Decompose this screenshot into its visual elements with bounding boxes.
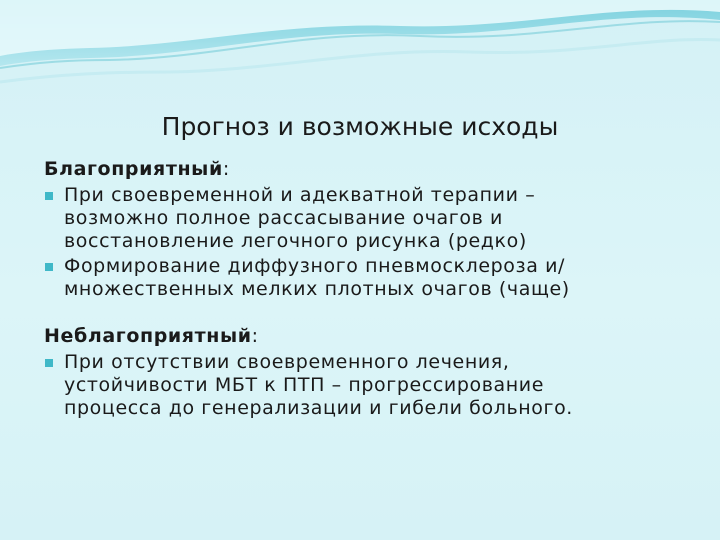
section-heading-favorable <box>44 158 694 182</box>
section-heading-colon: : <box>251 325 259 347</box>
header-wave-decoration <box>0 0 720 110</box>
section-spacer <box>44 301 694 325</box>
bullet-line: множественных мелких плотных очагов (чаще) <box>64 278 570 300</box>
list-item <box>44 184 694 253</box>
bullet-line: Формирование диффузного пневмосклероза и/ <box>64 255 566 277</box>
list-item <box>44 351 694 420</box>
section-heading-unfavorable <box>44 325 694 349</box>
section-heading-colon: : <box>222 158 230 180</box>
section-heading-text: Благоприятный <box>44 158 223 180</box>
bullet-line: процесса до генерализации и гибели больного. <box>64 397 573 419</box>
bullet-line: При своевременной и адекватной терапии – <box>64 184 536 206</box>
section-heading-text: Неблагоприятный <box>44 325 252 347</box>
bullet-line: возможно полное рассасывание очагов и <box>64 207 503 229</box>
bullet-line: восстановление легочного рисунка (редко) <box>64 230 527 252</box>
bullet-line: При отсутствии своевременного лечения, <box>64 351 510 373</box>
slide-title: Прогноз и возможные исходы <box>161 112 559 141</box>
square-bullet-icon <box>45 192 53 200</box>
bullet-line: устойчивости МБТ к ПТП – прогрессирование <box>64 374 545 396</box>
list-item <box>44 255 694 301</box>
slide-content <box>44 158 694 420</box>
square-bullet-icon <box>45 263 53 271</box>
square-bullet-icon <box>45 359 53 367</box>
